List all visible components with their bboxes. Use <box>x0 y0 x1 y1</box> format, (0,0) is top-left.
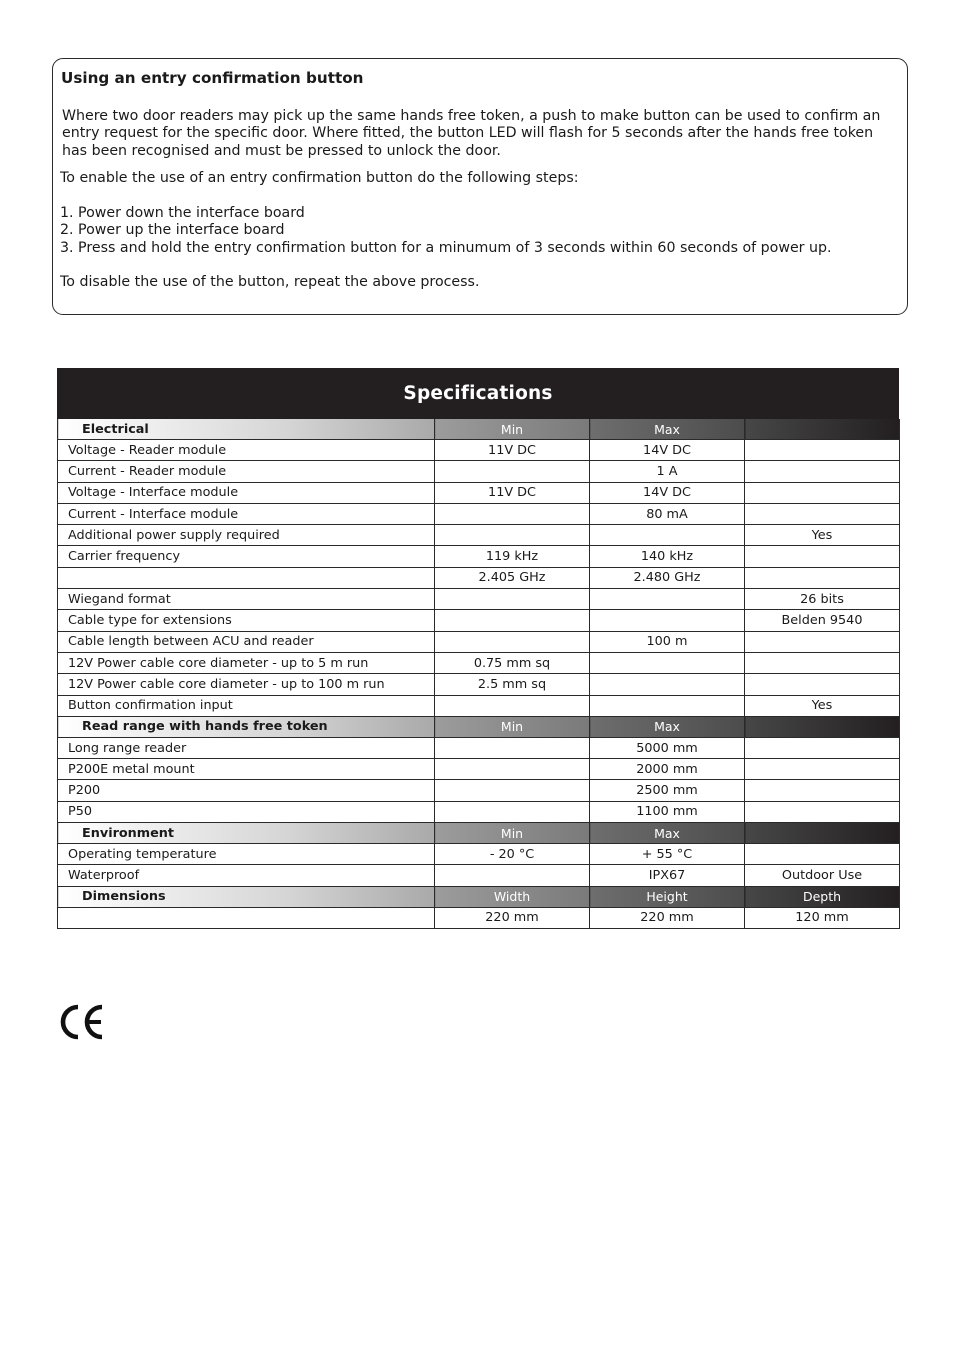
table-row <box>58 461 900 482</box>
spec-value-extra <box>745 631 900 652</box>
spec-value-min: 2.405 GHz <box>435 567 590 588</box>
specifications-table <box>57 419 900 929</box>
spec-value-extra <box>745 440 900 461</box>
column-header: Min <box>435 716 590 737</box>
table-row <box>58 652 900 673</box>
specifications-title: Specifications <box>57 368 899 419</box>
info-box-title: Using an entry confirmation button <box>61 69 364 87</box>
table-row <box>58 503 900 524</box>
table-row <box>58 695 900 716</box>
info-box-paragraph: Where two door readers may pick up the same hands free token, a push to make button can be used to confirm an entry request for the specific door. Where fitted, the button LED will flash for 5 seconds after the hands free token has been recognised and must be pressed to unlock the door. <box>62 107 881 159</box>
info-box-closing: To disable the use of the button, repeat the above process. <box>60 274 480 290</box>
spec-value-min <box>435 461 590 482</box>
column-header: Width <box>435 886 590 907</box>
column-header <box>745 419 900 440</box>
entry-confirmation-info-box <box>52 58 908 315</box>
table-row <box>58 737 900 758</box>
table-row <box>58 546 900 567</box>
section-name: Read range with hands free token <box>58 716 435 737</box>
spec-value-extra <box>745 844 900 865</box>
spec-value-min <box>435 589 590 610</box>
spec-label: P50 <box>58 801 435 822</box>
column-header: Max <box>590 419 745 440</box>
section-name: Electrical <box>58 419 435 440</box>
step-item: 3. Press and hold the entry confirmation button for a minumum of 3 seconds within 60 seconds of power up. <box>60 239 832 256</box>
spec-label: Wiegand format <box>58 589 435 610</box>
spec-value-max: 100 m <box>590 631 745 652</box>
spec-value-min: 11V DC <box>435 440 590 461</box>
spec-label: Additional power supply required <box>58 525 435 546</box>
specifications-panel <box>57 368 899 929</box>
spec-value-extra: 26 bits <box>745 589 900 610</box>
section-name: Dimensions <box>58 886 435 907</box>
spec-value-max: 2500 mm <box>590 780 745 801</box>
spec-value-extra <box>745 546 900 567</box>
step-item: 1. Power down the interface board <box>60 204 305 221</box>
info-box-steps <box>60 205 899 258</box>
column-header: Min <box>435 823 590 844</box>
spec-label: Voltage - Interface module <box>58 482 435 503</box>
spec-value-extra <box>745 567 900 588</box>
spec-label: Long range reader <box>58 737 435 758</box>
table-row <box>58 759 900 780</box>
section-header-row <box>58 886 900 907</box>
spec-value-min: 220 mm <box>435 907 590 928</box>
section-header-row <box>58 823 900 844</box>
spec-value-extra: 120 mm <box>745 907 900 928</box>
spec-value-extra <box>745 737 900 758</box>
spec-value-min: - 20 °C <box>435 844 590 865</box>
spec-value-min: 119 kHz <box>435 546 590 567</box>
spec-value-max: IPX67 <box>590 865 745 886</box>
spec-value-min <box>435 503 590 524</box>
spec-label: Current - Interface module <box>58 503 435 524</box>
table-row <box>58 589 900 610</box>
step-item: 2. Power up the interface board <box>60 222 285 238</box>
spec-label: Operating temperature <box>58 844 435 865</box>
spec-label: P200E metal mount <box>58 759 435 780</box>
spec-label: Waterproof <box>58 865 435 886</box>
spec-value-min <box>435 737 590 758</box>
spec-value-max: 2000 mm <box>590 759 745 780</box>
spec-value-min: 0.75 mm sq <box>435 652 590 673</box>
spec-value-extra <box>745 482 900 503</box>
spec-value-min: 11V DC <box>435 482 590 503</box>
column-header: Min <box>435 419 590 440</box>
spec-value-min <box>435 780 590 801</box>
table-row <box>58 610 900 631</box>
column-header <box>745 716 900 737</box>
spec-value-max: 5000 mm <box>590 737 745 758</box>
table-row <box>58 631 900 652</box>
info-box-lead: To enable the use of an entry confirmation button do the following steps: <box>60 170 579 186</box>
column-header: Max <box>590 716 745 737</box>
section-header-row <box>58 419 900 440</box>
spec-value-extra: Yes <box>745 525 900 546</box>
spec-value-max <box>590 610 745 631</box>
spec-value-max: 1 A <box>590 461 745 482</box>
spec-value-max <box>590 674 745 695</box>
spec-value-max: 14V DC <box>590 440 745 461</box>
spec-label <box>58 567 435 588</box>
spec-value-min <box>435 759 590 780</box>
spec-label: Button confirmation input <box>58 695 435 716</box>
ce-mark-icon <box>58 1003 106 1041</box>
table-row <box>58 844 900 865</box>
spec-value-extra <box>745 801 900 822</box>
spec-value-extra <box>745 780 900 801</box>
column-header: Max <box>590 823 745 844</box>
spec-value-max: 140 kHz <box>590 546 745 567</box>
spec-value-max: 2.480 GHz <box>590 567 745 588</box>
column-header: Depth <box>745 886 900 907</box>
spec-value-extra <box>745 674 900 695</box>
spec-value-extra <box>745 503 900 524</box>
spec-value-max: 14V DC <box>590 482 745 503</box>
table-row <box>58 907 900 928</box>
spec-label: Carrier frequency <box>58 546 435 567</box>
section-header-row <box>58 716 900 737</box>
spec-value-max: + 55 °C <box>590 844 745 865</box>
table-row <box>58 525 900 546</box>
spec-label: 12V Power cable core diameter - up to 5 m run <box>58 652 435 673</box>
table-row <box>58 801 900 822</box>
spec-value-max: 1100 mm <box>590 801 745 822</box>
spec-value-max: 80 mA <box>590 503 745 524</box>
table-row <box>58 865 900 886</box>
spec-label: Cable type for extensions <box>58 610 435 631</box>
spec-label <box>58 907 435 928</box>
spec-label: Voltage - Reader module <box>58 440 435 461</box>
spec-value-extra: Outdoor Use <box>745 865 900 886</box>
spec-label: P200 <box>58 780 435 801</box>
table-row <box>58 567 900 588</box>
table-row <box>58 440 900 461</box>
spec-value-extra <box>745 652 900 673</box>
spec-value-min <box>435 525 590 546</box>
spec-value-min: 2.5 mm sq <box>435 674 590 695</box>
spec-value-min <box>435 801 590 822</box>
column-header <box>745 823 900 844</box>
spec-value-max <box>590 695 745 716</box>
spec-value-extra: Belden 9540 <box>745 610 900 631</box>
spec-value-min <box>435 865 590 886</box>
spec-value-min <box>435 695 590 716</box>
spec-value-min <box>435 631 590 652</box>
spec-value-extra: Yes <box>745 695 900 716</box>
spec-label: Cable length between ACU and reader <box>58 631 435 652</box>
table-row <box>58 482 900 503</box>
spec-label: 12V Power cable core diameter - up to 100 m run <box>58 674 435 695</box>
spec-value-extra <box>745 759 900 780</box>
table-row <box>58 674 900 695</box>
section-name: Environment <box>58 823 435 844</box>
spec-value-min <box>435 610 590 631</box>
spec-value-extra <box>745 461 900 482</box>
spec-value-max <box>590 589 745 610</box>
table-row <box>58 780 900 801</box>
spec-value-max <box>590 652 745 673</box>
spec-value-max <box>590 525 745 546</box>
column-header: Height <box>590 886 745 907</box>
spec-value-max: 220 mm <box>590 907 745 928</box>
spec-label: Current - Reader module <box>58 461 435 482</box>
